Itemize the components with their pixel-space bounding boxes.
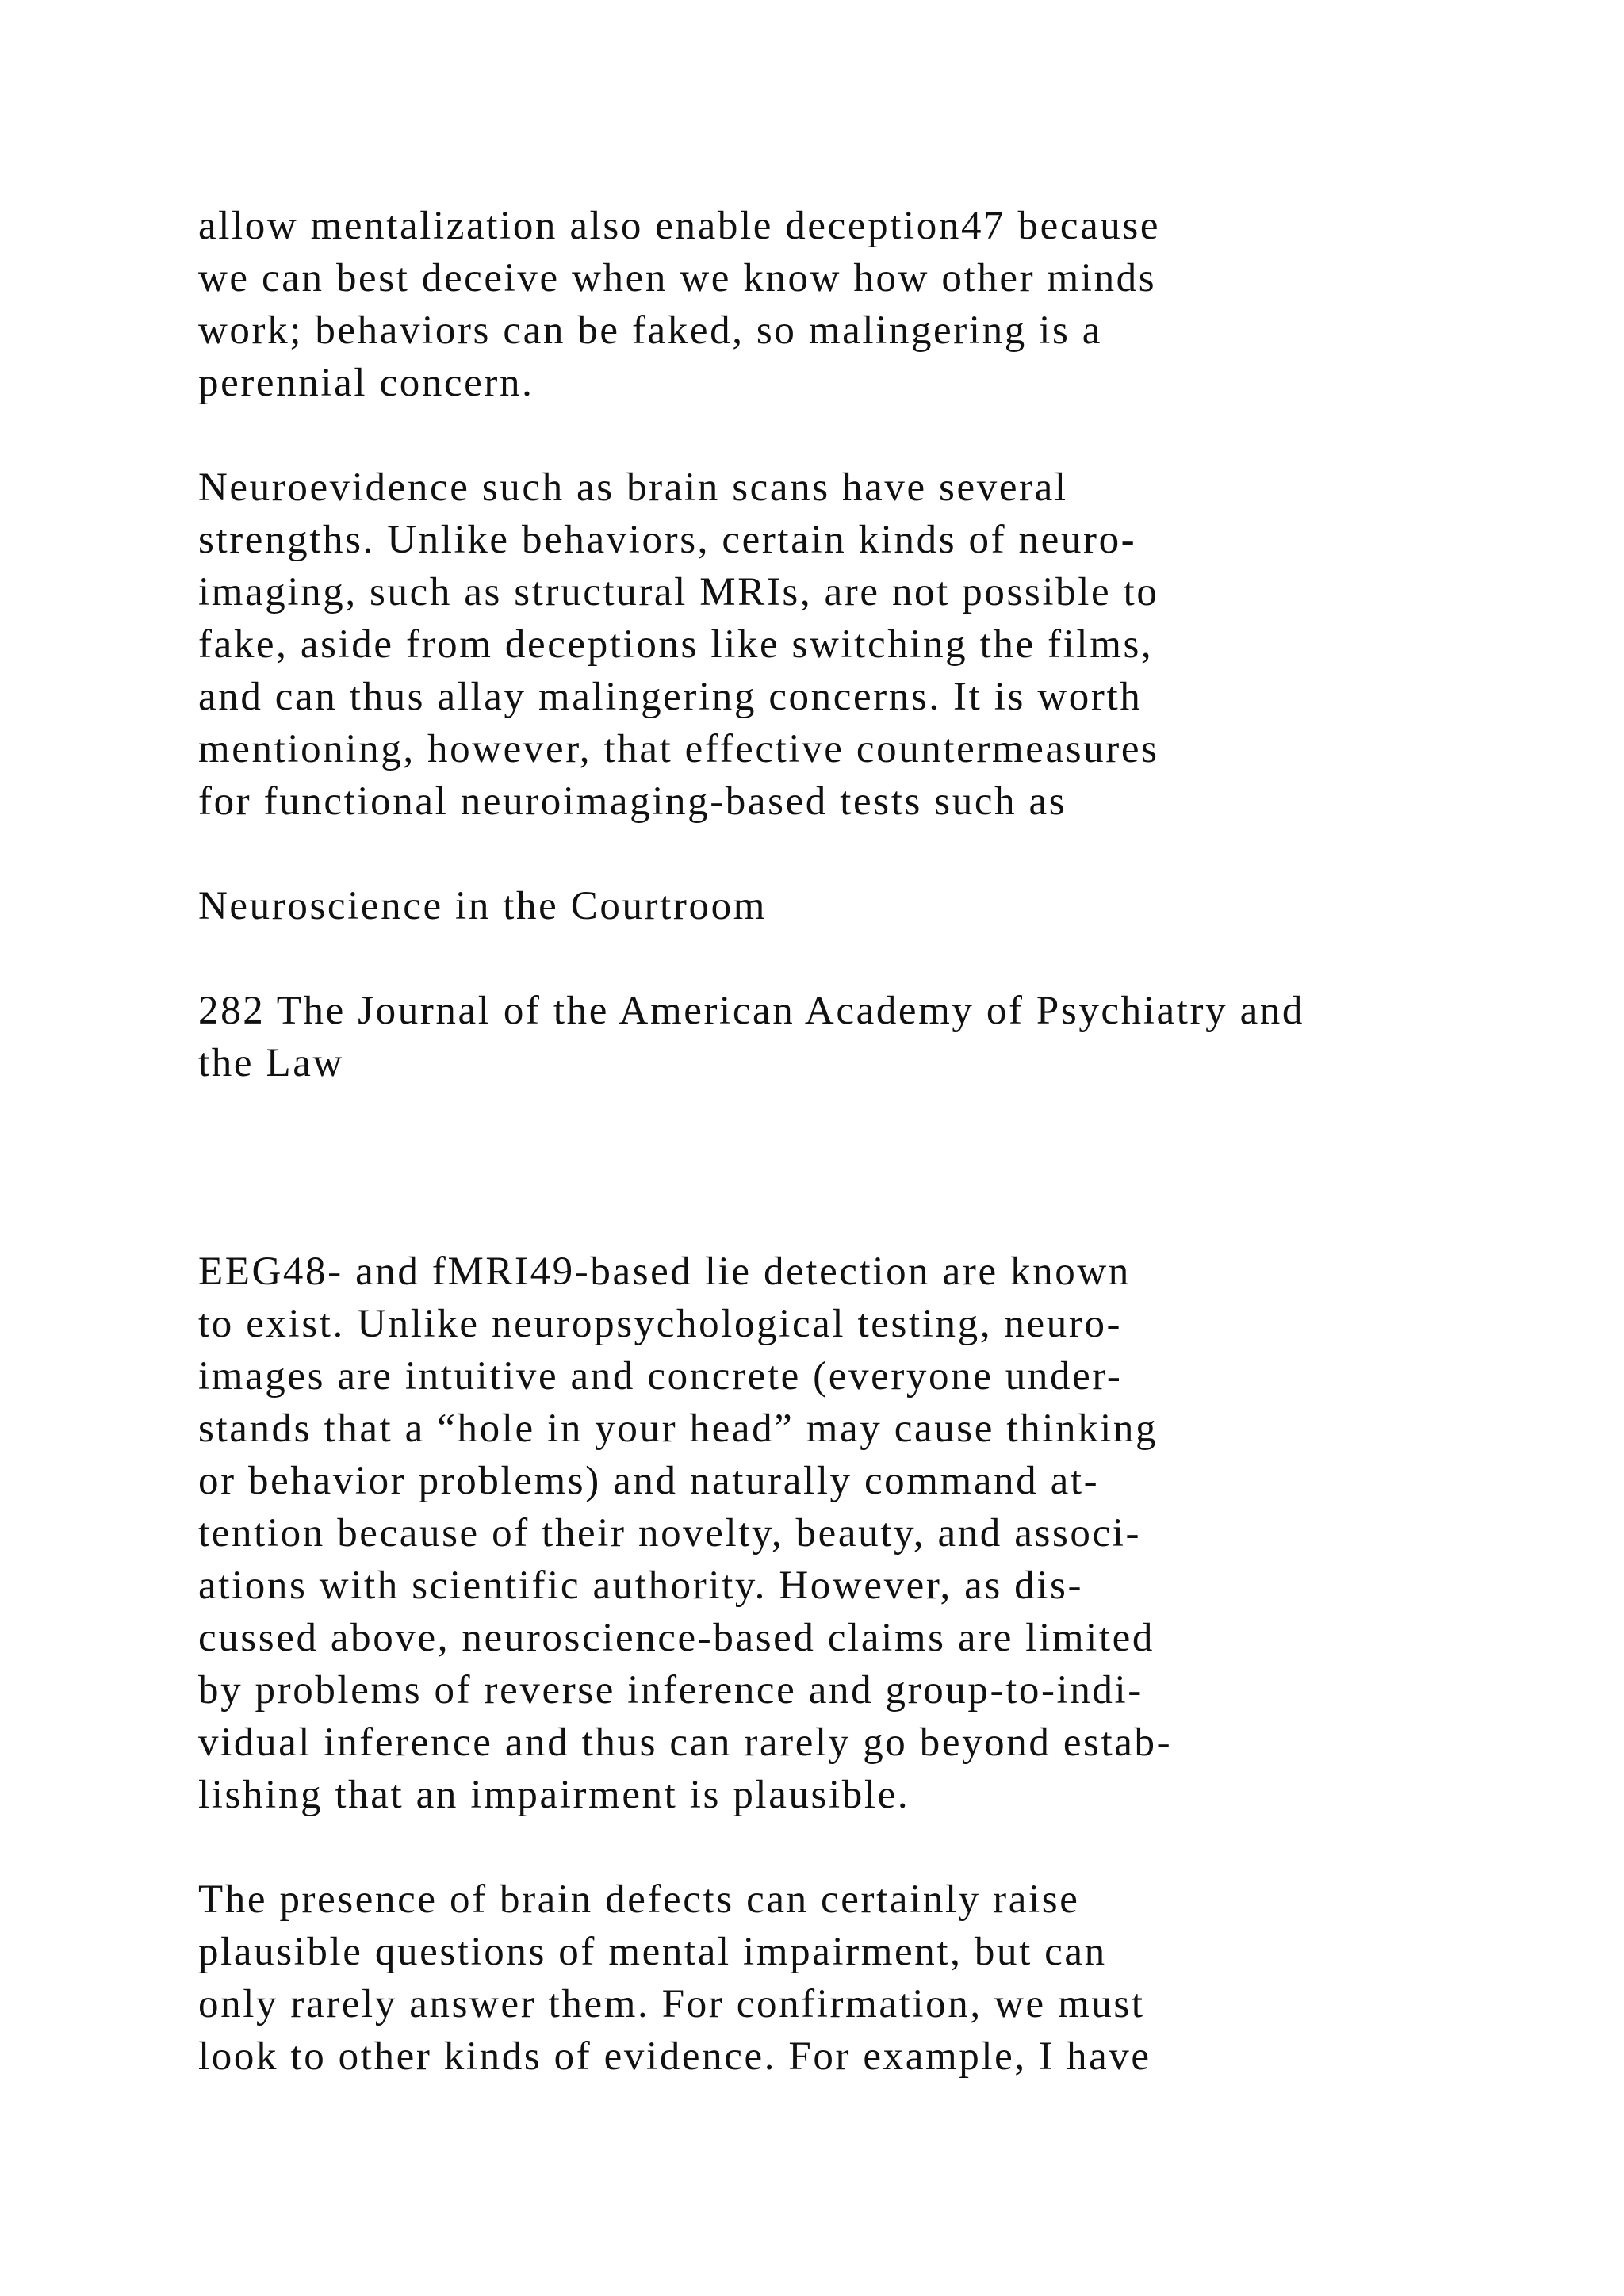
text-line: or behavior problems) and naturally command at- <box>198 1459 1100 1503</box>
text-line: vidual inference and thus can rarely go beyond estab- <box>198 1720 1173 1765</box>
text-line: Neuroevidence such as brain scans have several <box>198 465 1068 510</box>
text-line: to exist. Unlike neuropsychological testing, neuro- <box>198 1302 1123 1346</box>
text-line: fake, aside from deceptions like switching the films, <box>198 622 1154 667</box>
text-line: and can thus allay malingering concerns. It is worth <box>198 675 1143 719</box>
text-line: ations with scientific authority. However, as dis- <box>198 1563 1084 1608</box>
text-line: work; behaviors can be faked, so malingering is a <box>198 308 1103 353</box>
text-line: perennial concern. <box>198 361 534 405</box>
text-line: images are intuitive and concrete (everyone under- <box>198 1354 1123 1399</box>
text-line: for functional neuroimaging-based tests such as <box>198 779 1067 824</box>
text-line: mentioning, however, that effective countermeasures <box>198 727 1159 771</box>
text-line: The presence of brain defects can certainly raise <box>198 1877 1080 1922</box>
text-line: only rarely answer them. For confirmation, we must <box>198 1982 1145 2026</box>
text-line: strengths. Unlike behaviors, certain kinds of neuro- <box>198 518 1137 562</box>
text-line: we can best deceive when we know how other minds <box>198 256 1157 300</box>
text-line: by problems of reverse inference and group-to-indi- <box>198 1668 1143 1712</box>
footer-text-line: the Law <box>198 1041 344 1085</box>
text-line: imaging, such as structural MRIs, are not possible to <box>198 570 1159 614</box>
text-line: lishing that an impairment is plausible. <box>198 1773 910 1817</box>
footer-text-line: 282 The Journal of the American Academy of Psychiatry and <box>198 989 1305 1033</box>
text-line: plausible questions of mental impairment, but can <box>198 1930 1107 1974</box>
text-line: look to other kinds of evidence. For example, I have <box>198 2034 1151 2079</box>
running-head-text: Neuroscience in the Courtroom <box>198 884 767 928</box>
text-line: cussed above, neuroscience-based claims are limited <box>198 1616 1155 1660</box>
text-line: tention because of their novelty, beauty, and associ- <box>198 1511 1142 1556</box>
text-line: stands that a “hole in your head” may cause thinking <box>198 1406 1159 1451</box>
text-line: EEG48- and fMRI49-based lie detection are known <box>198 1249 1131 1294</box>
text-line: allow mentalization also enable deception47 because <box>198 204 1161 248</box>
